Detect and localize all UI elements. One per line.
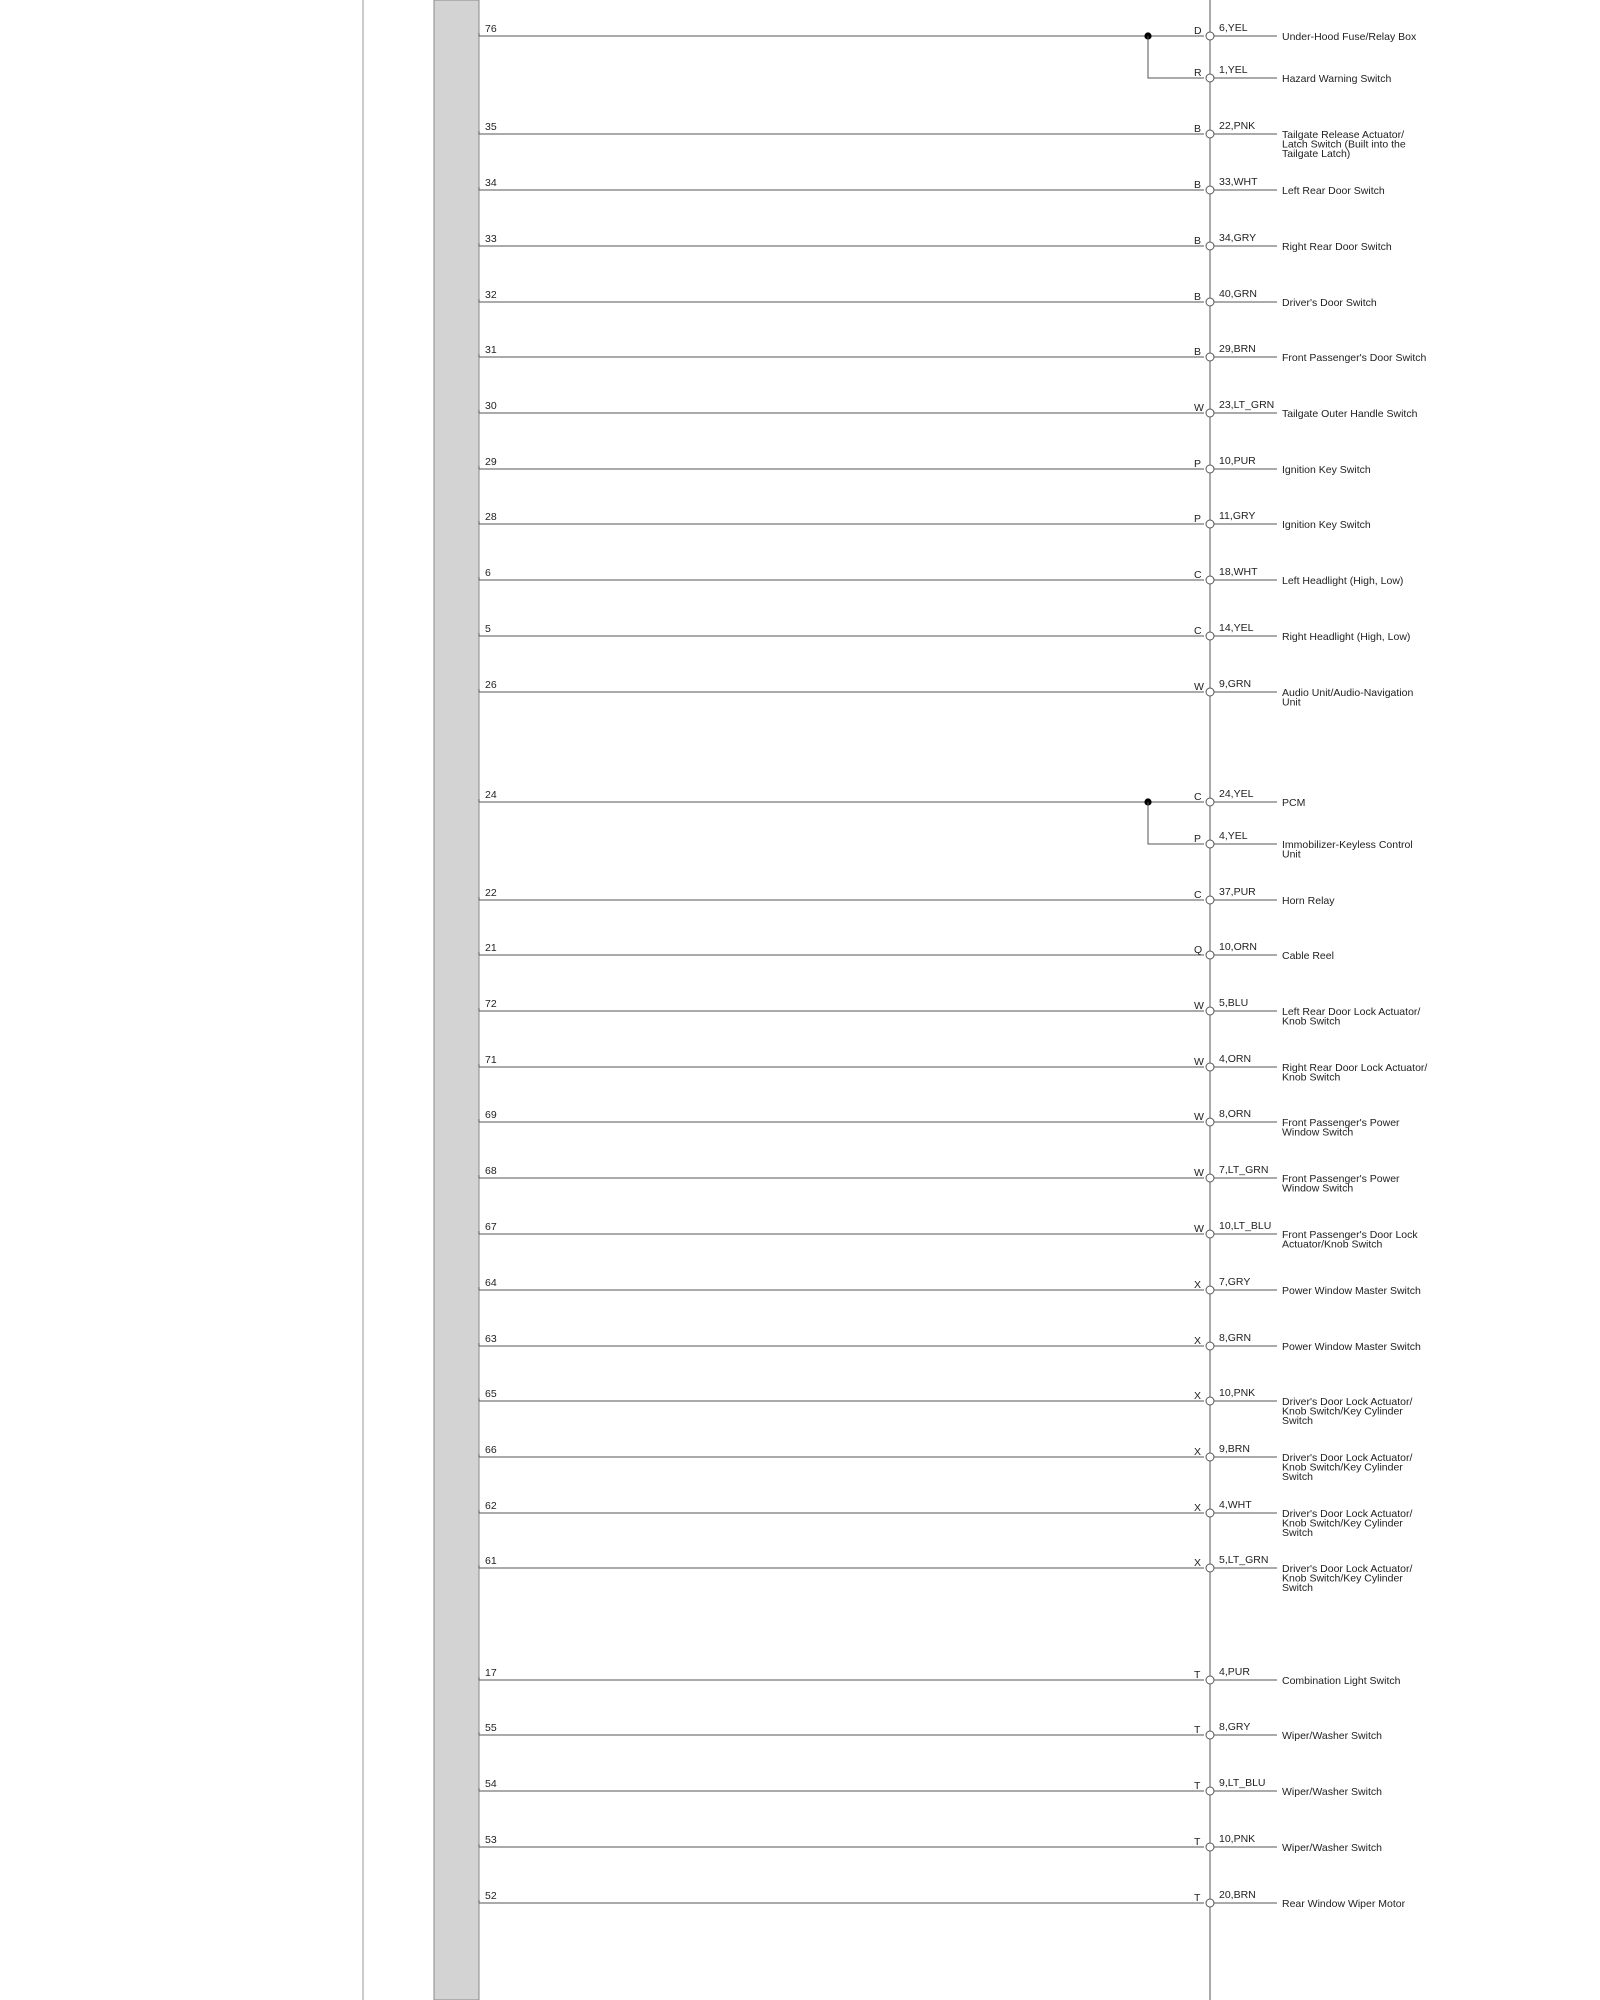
wire-row xyxy=(479,510,1371,531)
wire-row xyxy=(479,997,1420,1028)
terminal-icon xyxy=(1206,1007,1214,1015)
connector-id: X xyxy=(1194,1390,1202,1402)
component-label: Tailgate Outer Handle Switch xyxy=(1282,408,1418,420)
component-label: Front Passenger's Door Lock xyxy=(1282,1229,1418,1241)
wire-row xyxy=(479,1053,1427,1084)
component-label: PCM xyxy=(1282,797,1306,809)
terminal-icon xyxy=(1206,1564,1214,1572)
wire-row xyxy=(479,455,1371,476)
component-label: Driver's Door Lock Actuator/ xyxy=(1282,1396,1413,1408)
pin-number: 69 xyxy=(485,1109,497,1121)
connector-id: X xyxy=(1194,1502,1202,1514)
connector-id: W xyxy=(1194,1000,1204,1012)
pin-number: 6 xyxy=(485,567,491,579)
wire-row xyxy=(479,1387,1412,1427)
wire-code: 10,PNK xyxy=(1219,1833,1256,1845)
wire-row xyxy=(479,176,1385,197)
terminal-icon xyxy=(1206,951,1214,959)
component-label: Combination Light Switch xyxy=(1282,1675,1401,1687)
wire-row xyxy=(479,1889,1406,1910)
pin-number: 35 xyxy=(485,121,497,133)
connector-id: T xyxy=(1194,1892,1201,1904)
terminal-icon xyxy=(1206,1453,1214,1461)
terminal-icon xyxy=(1206,32,1214,40)
component-label: Ignition Key Switch xyxy=(1282,464,1371,476)
component-label: Knob Switch/Key Cylinder xyxy=(1282,1405,1403,1418)
wire-code: 33,WHT xyxy=(1219,176,1258,188)
component-label: Ignition Key Switch xyxy=(1282,519,1371,531)
terminal-icon xyxy=(1206,1286,1214,1294)
component-label: Switch xyxy=(1282,1582,1313,1594)
terminal-icon xyxy=(1206,1063,1214,1071)
component-label: Switch xyxy=(1282,1471,1313,1483)
wire-code: 7,GRY xyxy=(1219,1276,1251,1288)
connector-id: T xyxy=(1194,1780,1201,1792)
component-label: Front Passenger's Door Switch xyxy=(1282,352,1427,364)
terminal-icon xyxy=(1206,1174,1214,1182)
wire-code: 4,PUR xyxy=(1219,1666,1250,1678)
wire-code: 24,YEL xyxy=(1219,788,1254,800)
wire-row xyxy=(479,1777,1382,1798)
connector-id: C xyxy=(1194,791,1202,803)
terminal-icon xyxy=(1206,409,1214,417)
pin-number: 68 xyxy=(485,1165,497,1177)
wire-code: 11,GRY xyxy=(1219,510,1256,522)
component-label: Front Passenger's Power xyxy=(1282,1117,1400,1129)
pin-number: 72 xyxy=(485,998,497,1010)
terminal-icon xyxy=(1206,353,1214,361)
connector-id: C xyxy=(1194,889,1202,901)
wire-row xyxy=(479,1108,1400,1139)
component-label: Knob Switch/Key Cylinder xyxy=(1282,1572,1403,1585)
terminal-icon xyxy=(1206,186,1214,194)
pin-number: 71 xyxy=(485,1054,497,1066)
wire-row xyxy=(479,1443,1412,1483)
pin-number: 64 xyxy=(485,1277,497,1289)
component-label: Right Headlight (High, Low) xyxy=(1282,631,1411,643)
pin-number: 52 xyxy=(485,1890,497,1902)
component-label: Window Switch xyxy=(1282,1126,1354,1139)
pin-number: 21 xyxy=(485,942,497,954)
component-label: Left Rear Door Switch xyxy=(1282,185,1385,197)
component-label: Left Rear Door Lock Actuator/ xyxy=(1282,1006,1421,1018)
component-label: Right Rear Door Switch xyxy=(1282,241,1392,253)
terminal-icon xyxy=(1206,576,1214,584)
connector-id: X xyxy=(1194,1279,1202,1291)
wire-code: 10,LT_BLU xyxy=(1219,1220,1272,1232)
wire-rows xyxy=(479,22,1427,1910)
component-label: Wiper/Washer Switch xyxy=(1282,1786,1382,1798)
connector-id: Q xyxy=(1194,944,1203,956)
connector-id: X xyxy=(1194,1446,1202,1458)
connector-id: B xyxy=(1194,123,1202,135)
wire-row xyxy=(1148,36,1391,85)
component-label: Under-Hood Fuse/Relay Box xyxy=(1282,31,1417,43)
component-label: Power Window Master Switch xyxy=(1282,1285,1421,1297)
component-label: Actuator/Knob Switch xyxy=(1282,1238,1383,1251)
component-label: Cable Reel xyxy=(1282,950,1334,962)
pin-number: 32 xyxy=(485,289,497,301)
wire-code: 29,BRN xyxy=(1219,343,1256,355)
pin-number: 28 xyxy=(485,511,497,523)
connector-id: W xyxy=(1194,1223,1204,1235)
component-label: Latch Switch (Built into the xyxy=(1282,138,1406,151)
pin-number: 22 xyxy=(485,887,497,899)
terminal-icon xyxy=(1206,840,1214,848)
pin-number: 55 xyxy=(485,1722,497,1734)
terminal-icon xyxy=(1206,520,1214,528)
connector-id: C xyxy=(1194,569,1202,581)
component-label: Rear Window Wiper Motor xyxy=(1282,1898,1406,1910)
wire-code: 10,PUR xyxy=(1219,455,1256,467)
component-label: Hazard Warning Switch xyxy=(1282,73,1392,85)
component-label: Driver's Door Lock Actuator/ xyxy=(1282,1508,1413,1520)
wire-code: 40,GRN xyxy=(1219,288,1257,300)
component-label: Tailgate Latch) xyxy=(1282,148,1351,160)
wire-code: 8,GRN xyxy=(1219,1332,1252,1344)
component-label: Power Window Master Switch xyxy=(1282,1341,1421,1353)
wire-row xyxy=(479,1332,1421,1353)
connector-id: T xyxy=(1194,1669,1201,1681)
component-label: Driver's Door Lock Actuator/ xyxy=(1282,1452,1413,1464)
connector-id: X xyxy=(1194,1557,1202,1569)
terminal-icon xyxy=(1206,1731,1214,1739)
component-label: Horn Relay xyxy=(1282,895,1335,907)
component-label: Knob Switch/Key Cylinder xyxy=(1282,1517,1403,1530)
pin-number: 62 xyxy=(485,1500,497,1512)
pin-number: 76 xyxy=(485,23,497,35)
component-label: Wiper/Washer Switch xyxy=(1282,1730,1382,1742)
wire-code: 10,ORN xyxy=(1219,941,1257,953)
wire-row xyxy=(479,288,1377,309)
wire-row xyxy=(479,120,1406,160)
terminal-icon xyxy=(1206,1899,1214,1907)
wire-code: 7,LT_GRN xyxy=(1219,1164,1269,1176)
wire-row xyxy=(479,1721,1382,1742)
component-label: Tailgate Release Actuator/ xyxy=(1282,129,1404,141)
wire-row xyxy=(479,1220,1418,1251)
connector-id: R xyxy=(1194,67,1202,79)
connector-id: P xyxy=(1194,458,1202,470)
terminal-icon xyxy=(1206,130,1214,138)
component-label: Driver's Door Lock Actuator/ xyxy=(1282,1563,1413,1575)
terminal-icon xyxy=(1206,1342,1214,1350)
wire-code: 9,LT_BLU xyxy=(1219,1777,1266,1789)
connector-id: W xyxy=(1194,1056,1204,1068)
pin-number: 34 xyxy=(485,177,497,189)
component-label: Switch xyxy=(1282,1527,1313,1539)
pin-number: 53 xyxy=(485,1834,497,1846)
terminal-icon xyxy=(1206,1397,1214,1405)
component-label: Knob Switch xyxy=(1282,1071,1341,1084)
wire-row xyxy=(479,886,1335,907)
wire-row xyxy=(479,1276,1421,1297)
terminal-icon xyxy=(1206,465,1214,473)
connector-id: B xyxy=(1194,291,1202,303)
wire-row xyxy=(479,1554,1412,1594)
wire-row xyxy=(479,566,1403,587)
wire-code: 20,BRN xyxy=(1219,1889,1256,1901)
pin-number: 33 xyxy=(485,233,497,245)
connector-id: T xyxy=(1194,1724,1201,1736)
wire-code: 14,YEL xyxy=(1219,622,1254,634)
connector-id: B xyxy=(1194,179,1202,191)
wire-code: 1,YEL xyxy=(1219,64,1248,76)
wire-code: 4,ORN xyxy=(1219,1053,1252,1065)
component-label: Unit xyxy=(1282,696,1301,709)
terminal-icon xyxy=(1206,632,1214,640)
wire-row xyxy=(1148,802,1413,861)
connector-id: T xyxy=(1194,1836,1201,1848)
component-label: Right Rear Door Lock Actuator/ xyxy=(1282,1062,1428,1074)
wire-code: 9,BRN xyxy=(1219,1443,1250,1455)
connector-id: C xyxy=(1194,625,1202,637)
pin-number: 31 xyxy=(485,344,497,356)
component-label: Audio Unit/Audio-Navigation xyxy=(1282,687,1414,699)
pin-number: 30 xyxy=(485,400,497,412)
pin-number: 63 xyxy=(485,1333,497,1345)
wire-code: 18,WHT xyxy=(1219,566,1258,578)
pin-number: 17 xyxy=(485,1667,497,1679)
wire-row xyxy=(479,1666,1401,1687)
pin-number: 29 xyxy=(485,456,497,468)
component-label: Left Headlight (High, Low) xyxy=(1282,575,1404,587)
connector-id: W xyxy=(1194,1111,1204,1123)
component-label: Knob Switch/Key Cylinder xyxy=(1282,1461,1403,1474)
pin-number: 24 xyxy=(485,789,497,801)
component-label: Immobilizer-Keyless Control xyxy=(1282,839,1413,851)
terminal-icon xyxy=(1206,298,1214,306)
connector-id: W xyxy=(1194,402,1204,414)
pin-number: 26 xyxy=(485,679,497,691)
wire-code: 4,WHT xyxy=(1219,1499,1252,1511)
wire-code: 34,GRY xyxy=(1219,232,1257,244)
connector-id: W xyxy=(1194,1167,1204,1179)
pin-number: 61 xyxy=(485,1555,497,1567)
terminal-icon xyxy=(1206,242,1214,250)
pin-number: 54 xyxy=(485,1778,497,1790)
connector-id: B xyxy=(1194,346,1202,358)
terminal-icon xyxy=(1206,1676,1214,1684)
connector-id: X xyxy=(1194,1335,1202,1347)
wire-code: 10,PNK xyxy=(1219,1387,1256,1399)
wire-code: 5,BLU xyxy=(1219,997,1249,1009)
terminal-icon xyxy=(1206,1843,1214,1851)
component-label: Window Switch xyxy=(1282,1182,1354,1195)
connector-id: B xyxy=(1194,235,1202,247)
terminal-icon xyxy=(1206,1787,1214,1795)
wire-code: 8,GRY xyxy=(1219,1721,1251,1733)
wire-code: 4,YEL xyxy=(1219,830,1248,842)
terminal-icon xyxy=(1206,896,1214,904)
wire-code: 8,ORN xyxy=(1219,1108,1252,1120)
component-label: Switch xyxy=(1282,1415,1313,1427)
wire-code: 22,PNK xyxy=(1219,120,1256,132)
wire-code: 5,LT_GRN xyxy=(1219,1554,1269,1566)
component-label: Unit xyxy=(1282,848,1301,861)
wire-code: 9,GRN xyxy=(1219,678,1252,690)
connector-id: P xyxy=(1194,833,1202,845)
pin-number: 67 xyxy=(485,1221,497,1233)
wire-row xyxy=(479,941,1334,962)
control-unit-bar xyxy=(434,0,479,2000)
wire-code: 37,PUR xyxy=(1219,886,1256,898)
wire-row xyxy=(479,1499,1412,1539)
wire-row xyxy=(479,622,1410,643)
pin-number: 66 xyxy=(485,1444,497,1456)
terminal-icon xyxy=(1206,74,1214,82)
wire-row xyxy=(479,678,1413,709)
pin-number: 5 xyxy=(485,623,491,635)
terminal-icon xyxy=(1206,798,1214,806)
component-label: Wiper/Washer Switch xyxy=(1282,1842,1382,1854)
pin-number: 65 xyxy=(485,1388,497,1400)
wire-code: 23,LT_GRN xyxy=(1219,399,1275,411)
wire-row xyxy=(479,1833,1382,1854)
wire-row xyxy=(479,232,1392,253)
wire-row xyxy=(479,788,1305,809)
component-label: Knob Switch xyxy=(1282,1015,1341,1028)
terminal-icon xyxy=(1206,1230,1214,1238)
component-label: Driver's Door Switch xyxy=(1282,297,1377,309)
wire-code: 6,YEL xyxy=(1219,22,1248,34)
terminal-icon xyxy=(1206,688,1214,696)
component-label: Front Passenger's Power xyxy=(1282,1173,1400,1185)
wire-row xyxy=(479,22,1417,43)
wire-row xyxy=(479,343,1427,364)
connector-id: D xyxy=(1194,25,1202,37)
connector-id: W xyxy=(1194,681,1204,693)
wire-row xyxy=(479,399,1418,420)
terminal-icon xyxy=(1206,1509,1214,1517)
wire-row xyxy=(479,1164,1400,1195)
connector-id: P xyxy=(1194,513,1202,525)
terminal-icon xyxy=(1206,1118,1214,1126)
